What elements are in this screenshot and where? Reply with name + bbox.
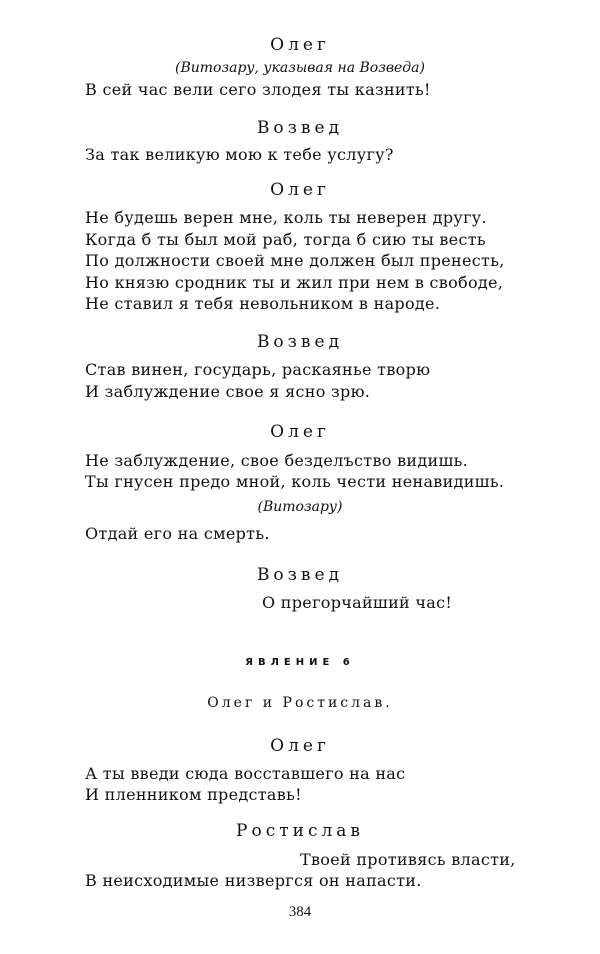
verse-line: И заблуждение свое я ясно зрю. — [85, 382, 371, 401]
stage-direction: (Витозару) — [257, 499, 343, 515]
scene-title: ЯВЛЕНИЕ 6 — [245, 657, 355, 668]
page-number: 384 — [288, 904, 312, 920]
verse-line: Твоей противясь власти, — [300, 850, 516, 869]
speaker-name: Возвед — [256, 118, 344, 138]
speaker-name: Олег — [270, 422, 330, 442]
speaker-name: Олег — [270, 35, 330, 55]
verse-line: За так великую мою к тебе услугу? — [85, 145, 394, 164]
verse-line: Ты гнусен предо мной, коль чести ненавидишь. — [85, 472, 505, 491]
stage-direction: (Витозару, указывая на Возведа) — [174, 60, 425, 76]
speaker-name: Олег — [270, 180, 330, 200]
speaker-name: Олег — [270, 736, 330, 756]
speaker-name: Возвед — [256, 565, 344, 585]
verse-line: Отдай его на смерть. — [85, 524, 270, 543]
scene-characters: Олег и Ростислав. — [207, 695, 393, 711]
verse-line: О прегорчайший час! — [262, 593, 453, 612]
speaker-name: Возвед — [256, 332, 344, 352]
verse-line: Став винен, государь, раскаянье творю — [85, 360, 431, 379]
verse-line: И пленником представь! — [85, 785, 302, 804]
verse-line: Но князю сродник ты и жил при нем в свободе, — [85, 273, 504, 292]
verse-line: Не будешь верен мне, коль ты неверен другу. — [85, 208, 487, 227]
verse-line: По должности своей мне должен был пренесть, — [85, 251, 505, 270]
verse-line: В сей час вели сего злодея ты казнить! — [85, 80, 431, 99]
speaker-name: Ростислав — [236, 821, 364, 841]
verse-line: А ты введи сюда восставшего на нас — [85, 764, 406, 783]
verse-line: Не заблуждение, свое безделъство видишь. — [85, 451, 469, 470]
verse-line: В неисходимые низвергся он напасти. — [85, 871, 422, 890]
verse-line: Когда б ты был мой раб, тогда б сию ты весть — [85, 230, 486, 249]
verse-line: Не ставил я тебя невольником в народе. — [85, 294, 441, 313]
